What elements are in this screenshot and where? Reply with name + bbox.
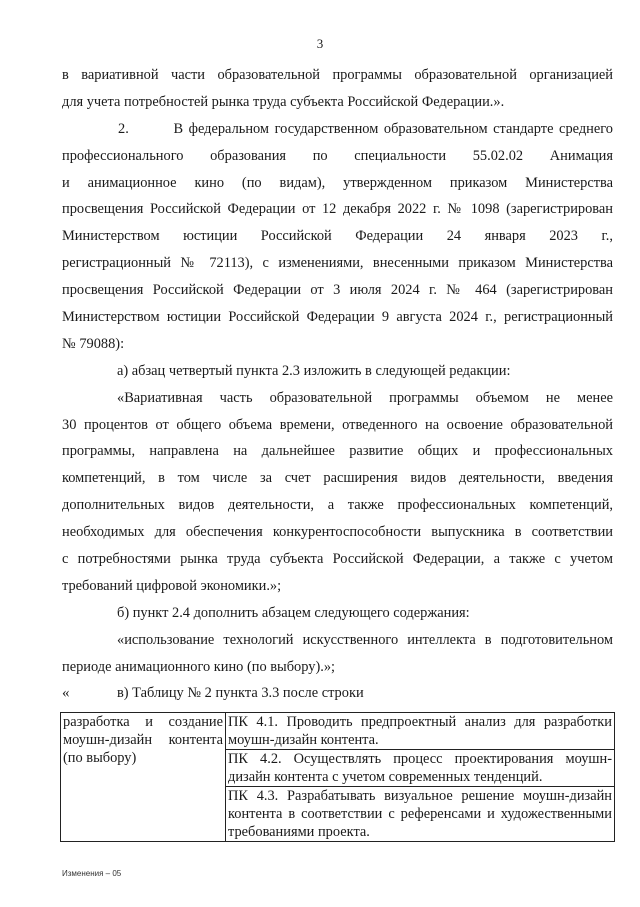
footer-note: Изменения – 05 (62, 869, 122, 878)
page-number: 3 (316, 36, 324, 51)
text-line: «использование технологий искусственного интеллекта в подготовительном (117, 631, 613, 648)
text-line: Министерством юстиции Российской Федерации 9 августа 2024 г., регистрационный (62, 309, 613, 326)
competencies-cell (226, 713, 615, 842)
text-line: программы, направлена на дальнейшее развитие общих и профессиональных (62, 443, 613, 460)
text-line: с потребностями рынка труда субъекта Российской Федерации, а также с учетом (62, 551, 613, 568)
activity-text: разработка и создание моушн-дизайн контента (по выбору) (63, 714, 223, 766)
text-line: просвещения Российской Федерации от 3 июля 2024 г. № 464 (зарегистрирован (62, 282, 613, 299)
table-row (61, 713, 615, 842)
text-line: а) абзац четвертый пункта 2.3 изложить в следующей редакции: (117, 362, 511, 379)
text-line: в) Таблицу № 2 пункта 3.3 после строки (117, 685, 364, 702)
document-body (62, 62, 613, 707)
text-line: № 79088): (62, 335, 125, 352)
competency-item: ПК 4.1. Проводить предпроектный анализ для разработки моушн-дизайн контента. (228, 714, 612, 748)
text-line: дополнительных видов деятельности, а также профессиональных компетенций, (62, 497, 613, 514)
text-line: компетенций, в том числе за счет расширения видов деятельности, введения (62, 470, 613, 487)
text-line: 2. В федеральном государственном образовательном стандарте среднего (118, 120, 613, 137)
text-line: просвещения Российской Федерации от 12 декабря 2022 г. № 1098 (зарегистрирован (62, 201, 613, 218)
text-line: регистрационный № 72113), с изменениями, внесенными приказом Министерства (62, 255, 613, 272)
competency-item: ПК 4.3. Разрабатывать визуальное решение моушн-дизайн контента в соответствии с референсами и художественными требованиями проекта. (228, 788, 612, 840)
text-line: необходимых для обеспечения конкурентоспособности выпускника в соответствии (62, 524, 613, 541)
text-line: периоде анимационного кино (по выбору).»; (62, 658, 336, 675)
opening-quote: « (62, 685, 70, 701)
text-line: б) пункт 2.4 дополнить абзацем следующего содержания: (117, 604, 470, 621)
activity-cell (61, 713, 226, 842)
text-line: профессионального образования по специальности 55.02.02 Анимация (62, 147, 613, 164)
text-line: «Вариативная часть образовательной программы объемом не менее (117, 389, 613, 406)
text-line: для учета потребностей рынка труда субъекта Российской Федерации.». (62, 93, 505, 110)
text-line: и анимационное кино (по видам), утвержденном приказом Министерства (62, 174, 613, 191)
text-line: Министерством юстиции Российской Федерации 24 января 2023 г., (62, 228, 613, 245)
text-line: 30 процентов от общего объема времени, отведенного на освоение образовательной (62, 416, 613, 433)
text-line: в вариативной части образовательной программы образовательной организацией (62, 67, 613, 83)
competency-item: ПК 4.2. Осуществлять процесс проектирования моушн-дизайн контента с учетом современных тенденций. (228, 751, 612, 785)
competency-table (60, 712, 615, 842)
text-line: требований цифровой экономики.»; (62, 577, 282, 594)
